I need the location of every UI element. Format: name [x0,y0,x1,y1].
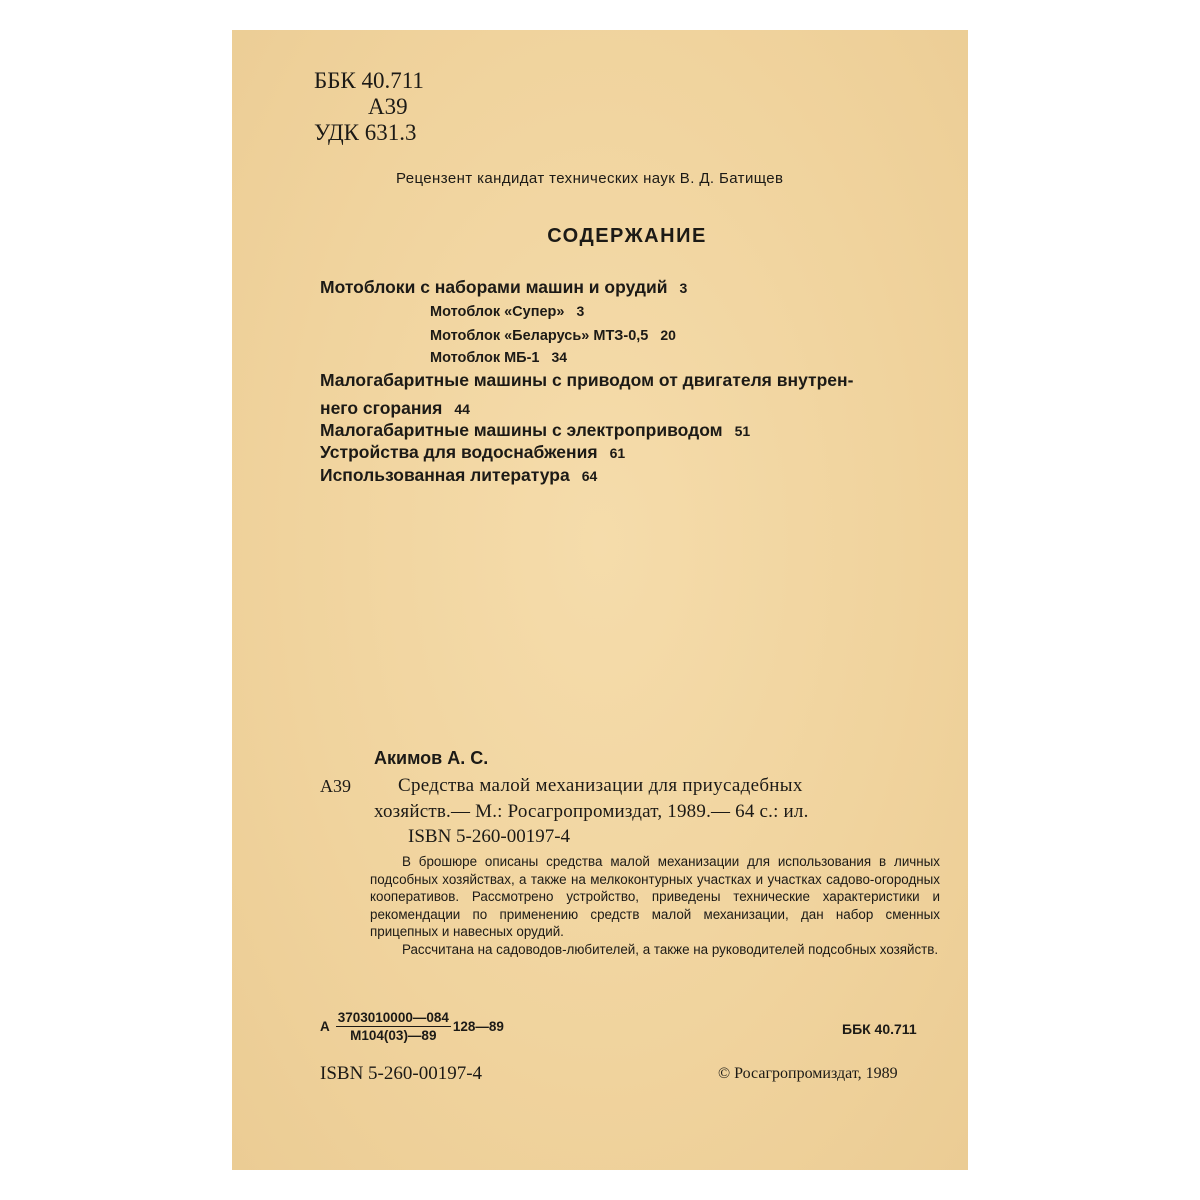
toc-entry: Мотоблоки с наборами машин и орудий 3 [320,277,688,297]
catalog-author: Акимов А. С. [374,748,489,768]
catalog-title-line2: хозяйств.— М.: Росагропромиздат, 1989.— 64 с.: ил. [374,801,809,822]
book-page [232,30,968,1170]
catalog-code: А39 [320,776,351,796]
index-suffix: 128—89 [452,1019,504,1034]
index-denominator: М104(03)—89 [350,1028,437,1043]
classification-block [314,68,424,146]
author-mark: А39 [368,94,408,119]
catalog-title-line1: Средства малой механизации для приусадебных [398,775,803,796]
toc-title: СОДЕРЖАНИЕ [547,225,707,247]
toc-entry: Мотоблок МБ-1 34 [430,349,568,366]
udk-code: УДК 631.3 [314,120,417,145]
copyright-line: © Росагропромиздат, 1989 [718,1065,898,1082]
footer-bbk: ББК 40.711 [842,1021,917,1037]
publication-index [320,1010,504,1043]
bbk-code: ББК 40.711 [314,68,424,93]
index-numerator: 3703010000—084 [337,1010,449,1025]
toc-entry: него сгорания 44 [320,398,470,418]
toc-entry: Мотоблок «Беларусь» МТЗ-0,5 20 [430,327,676,344]
reviewer-line: Рецензент кандидат технических наук В. Д. Батищев [396,170,784,187]
annotation [370,853,940,959]
footer-isbn: ISBN 5-260-00197-4 [320,1063,483,1084]
toc-entry: Малогабаритные машины с приводом от двигателя внутрен- [320,370,854,390]
annotation-paragraph: В брошюре описаны средства малой механизации для использования в личных подсобных хозяйствах, а также на мелкоконтурных участках и участках садово-огородных кооперативов. Рассмотрено устройство, приведены технические характеристики и рекомендации по применению средств малой механизации, дан набор сменных прицепных и навесных орудий. [370,854,940,940]
toc-entry: Использованная литература 64 [320,465,598,485]
index-fraction [336,1010,451,1043]
index-letter: А [320,1019,330,1034]
catalog-isbn: ISBN 5-260-00197-4 [408,826,571,847]
annotation-paragraph: Рассчитана на садоводов-любителей, а также на руководителей подсобных хозяйств. [402,941,939,957]
toc-entry: Мотоблок «Супер» 3 [430,303,585,320]
toc-entry: Малогабаритные машины с электроприводом 51 [320,420,751,440]
toc-entry: Устройства для водоснабжения 61 [320,442,626,462]
